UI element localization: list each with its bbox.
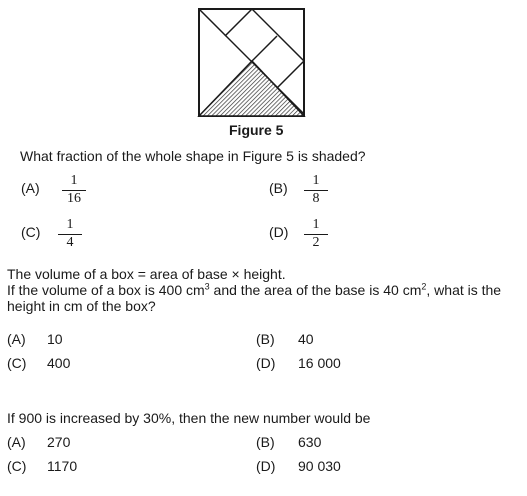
q1-question: What fraction of the whole shape in Figure 5 is shaded? bbox=[20, 148, 366, 164]
q3-option-c-label: (C) bbox=[7, 458, 27, 474]
q2-option-b-label: (B) bbox=[256, 331, 275, 347]
q1-option-d-fraction: 1 2 bbox=[304, 218, 328, 250]
figure-caption: Figure 5 bbox=[229, 122, 284, 138]
q1-option-a-fraction: 1 16 bbox=[62, 174, 86, 206]
q3-option-b-label: (B) bbox=[256, 434, 275, 450]
q1-option-c-label: (C) bbox=[21, 224, 41, 240]
q1-option-b-label: (B) bbox=[269, 180, 288, 196]
q3-option-d-value: 90 030 bbox=[298, 458, 341, 474]
q2-option-c-label: (C) bbox=[7, 355, 27, 371]
q2-option-d-value: 16 000 bbox=[298, 355, 341, 371]
q3-question: If 900 is increased by 30%, then the new number would be bbox=[7, 410, 371, 426]
q3-option-a-label: (A) bbox=[7, 434, 26, 450]
q2-line-1: The volume of a box = area of base × height. bbox=[7, 266, 286, 282]
q2-option-c-value: 400 bbox=[47, 355, 71, 371]
q2-option-a-value: 10 bbox=[47, 331, 63, 347]
q2-option-a-label: (A) bbox=[7, 331, 26, 347]
q2-option-b-value: 40 bbox=[298, 331, 314, 347]
q1-option-a-label: (A) bbox=[21, 180, 40, 196]
q3-option-b-value: 630 bbox=[298, 434, 322, 450]
q3-option-c-value: 1170 bbox=[47, 458, 78, 474]
figure-5-diagram bbox=[197, 7, 307, 119]
q2-line-3: height in cm of the box? bbox=[7, 298, 156, 314]
q3-option-a-value: 270 bbox=[47, 434, 71, 450]
q3-option-d-label: (D) bbox=[256, 458, 276, 474]
q2-option-d-label: (D) bbox=[256, 355, 276, 371]
q1-option-c-fraction: 1 4 bbox=[58, 218, 82, 250]
q1-option-d-label: (D) bbox=[269, 224, 289, 240]
q1-option-b-fraction: 1 8 bbox=[304, 174, 328, 206]
q2-line-2: If the volume of a box is 400 $cm^3$ and the area of the base is 40 $cm^2$, what is the bbox=[7, 281, 502, 298]
